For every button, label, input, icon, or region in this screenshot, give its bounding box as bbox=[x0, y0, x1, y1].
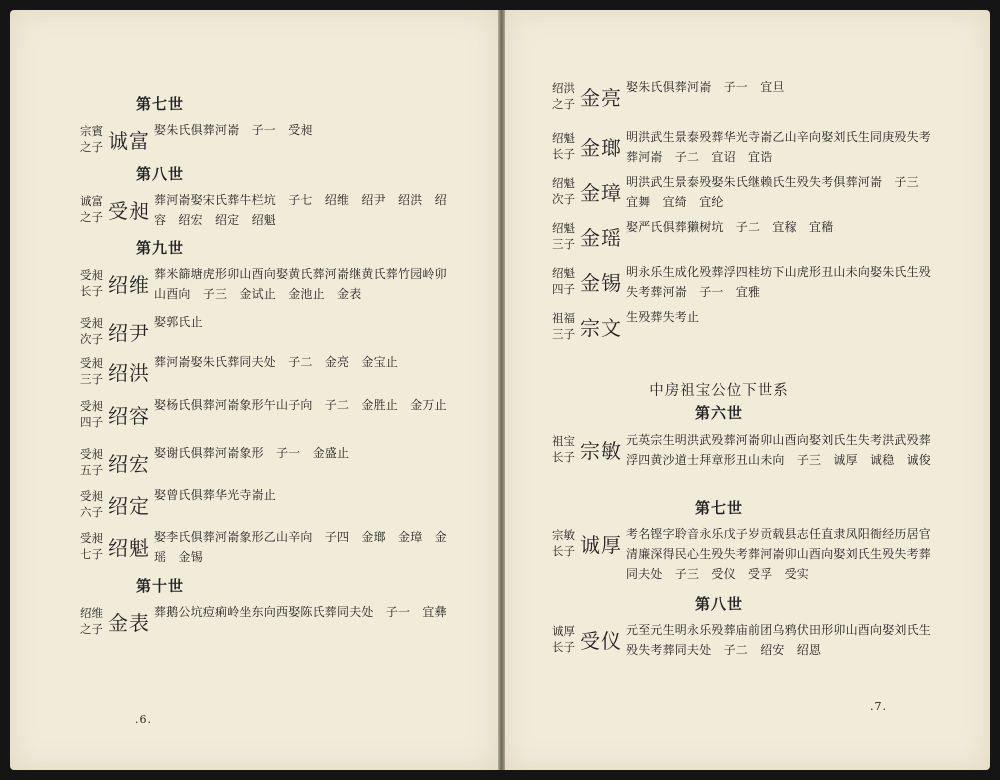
left-page bbox=[10, 10, 498, 770]
relation-parent: 绍魁 bbox=[552, 176, 575, 190]
relation-parent: 绍维 bbox=[80, 606, 103, 620]
relation-kind: 三子 bbox=[80, 372, 103, 386]
relation-parent: 绍魁 bbox=[552, 131, 575, 145]
generation-heading: 第八世 bbox=[694, 595, 744, 613]
relation-kind: 长子 bbox=[552, 640, 575, 654]
person-record: 娶朱氏俱葬河嵛 子一 受昶 bbox=[154, 123, 313, 137]
right-page bbox=[505, 10, 990, 770]
relation-parent: 祖福 bbox=[552, 311, 575, 325]
relation-kind: 五子 bbox=[80, 463, 103, 477]
relation-kind: 四子 bbox=[80, 415, 103, 429]
relation-parent: 绍洪 bbox=[552, 81, 575, 95]
relation-kind: 次子 bbox=[552, 192, 575, 206]
person-name: 金瑯 bbox=[580, 136, 622, 160]
person-record: 生殁葬失考止 bbox=[626, 310, 700, 324]
section-title: 中房祖宝公位下世系 bbox=[649, 383, 789, 399]
relation-kind: 长子 bbox=[552, 544, 575, 558]
relation-kind: 七子 bbox=[80, 547, 103, 561]
book-spine bbox=[498, 10, 505, 770]
person-record: 葬鹅公坑痘痢岭坐东向西娶陈氏葬同夫处 子一 宜彝 bbox=[154, 605, 447, 619]
relation-parent: 诚富 bbox=[80, 194, 103, 208]
relation-kind: 长子 bbox=[552, 147, 575, 161]
relation-parent: 受昶 bbox=[80, 316, 103, 330]
person-name: 绍容 bbox=[108, 404, 150, 428]
generation-heading: 第七世 bbox=[135, 95, 185, 113]
person-name: 绍宏 bbox=[108, 452, 150, 476]
generation-heading: 第六世 bbox=[694, 404, 744, 422]
person-record: 娶谢氏俱葬河嵛象形 子一 金盛止 bbox=[154, 446, 350, 460]
relation-kind: 之子 bbox=[80, 210, 103, 224]
relation-parent: 受昶 bbox=[80, 531, 103, 545]
person-record: 元英宗生明洪武殁葬河嵛卯山酉向娶刘氏生失考洪武殁葬浮四黄沙道士拜章形丑山未向 子三 诚厚 诚稳 诚俊 bbox=[626, 433, 932, 467]
relation-kind: 长子 bbox=[80, 284, 103, 298]
person-name: 绍定 bbox=[108, 494, 150, 518]
relation-parent: 诚厚 bbox=[552, 624, 575, 638]
person-record: 明永乐生成化殁葬浮四桂坊下山虎形丑山未向娶朱氏生殁失考葬河嵛 子一 宜雅 bbox=[626, 265, 932, 299]
relation-kind: 次子 bbox=[80, 332, 103, 346]
relation-parent: 受昶 bbox=[80, 356, 103, 370]
relation-kind: 长子 bbox=[552, 450, 575, 464]
generation-heading: 第九世 bbox=[135, 239, 185, 257]
person-record: 葬米篩塘虎形卯山酉向娶黄氏葬河嵛继黄氏葬竹园岭卯山酉向 子三 金试止 金池止 金表 bbox=[154, 267, 447, 301]
person-record: 娶郭氏止 bbox=[154, 315, 203, 329]
person-name: 绍洪 bbox=[108, 361, 150, 385]
person-record: 元至元生明永乐殁葬庙前团乌鸦伏田形卯山酉向娶刘氏生殁失考葬同夫处 子二 绍安 绍恩 bbox=[626, 623, 932, 657]
person-name: 宗敏 bbox=[580, 439, 622, 463]
relation-parent: 宗敏 bbox=[552, 528, 575, 542]
relation-kind: 之子 bbox=[80, 622, 103, 636]
relation-parent: 受昶 bbox=[80, 399, 103, 413]
person-record: 明洪武生景泰殁葬华光寺嵛乙山辛向娶刘氏生同庚殁失考葬河嵛 子二 宜诏 宜诰 bbox=[626, 130, 932, 164]
person-name: 金锡 bbox=[580, 271, 622, 295]
person-name: 金表 bbox=[108, 611, 150, 635]
generation-heading: 第十世 bbox=[135, 577, 185, 595]
person-name: 金瑶 bbox=[580, 226, 622, 250]
person-name: 诚厚 bbox=[580, 533, 622, 557]
relation-parent: 宗賓 bbox=[80, 124, 103, 138]
person-record: 娶曾氏俱葬华光寺嵛止 bbox=[154, 488, 277, 502]
page-number: .6. bbox=[135, 713, 152, 726]
relation-kind: 之子 bbox=[80, 140, 103, 154]
relation-parent: 受昶 bbox=[80, 268, 103, 282]
person-name: 金亮 bbox=[580, 86, 622, 110]
generation-heading: 第七世 bbox=[694, 499, 744, 517]
person-name: 诚富 bbox=[108, 129, 150, 153]
person-name: 绍维 bbox=[108, 273, 150, 297]
person-record: 葬河嵛娶宋氏葬牛栏坑 子七 绍维 绍尹 绍洪 绍容 绍宏 绍定 绍魁 bbox=[154, 193, 447, 227]
person-record: 娶杨氏俱葬河嵛象形午山子向 子二 金胜止 金万止 bbox=[154, 398, 447, 412]
person-name: 绍尹 bbox=[108, 321, 150, 345]
person-record: 考名铿字聆音永乐戊子岁贡载县志任直隶凤阳衙经历居官清廉深得民心生殁失考葬河嵛卯山酉向娶刘氏生殁失考葬同夫处 子三 受仪 受孚 受实 bbox=[626, 527, 932, 581]
relation-parent: 绍魁 bbox=[552, 221, 575, 235]
generation-heading: 第八世 bbox=[135, 165, 185, 183]
person-name: 绍魁 bbox=[108, 536, 150, 560]
relation-parent: 受昶 bbox=[80, 489, 103, 503]
person-record: 娶朱氏俱葬河嵛 子一 宜旦 bbox=[626, 80, 785, 94]
relation-parent: 绍魁 bbox=[552, 266, 575, 280]
relation-parent: 受昶 bbox=[80, 447, 103, 461]
person-record: 明洪武生景泰殁娶朱氏继赖氏生殁失考俱葬河嵛 子三 宜舞 宜绮 宜纶 bbox=[626, 175, 932, 209]
relation-parent: 祖宝 bbox=[552, 434, 575, 448]
relation-kind: 六子 bbox=[80, 505, 103, 519]
relation-kind: 三子 bbox=[552, 327, 575, 341]
relation-kind: 四子 bbox=[552, 282, 575, 296]
relation-kind: 之子 bbox=[552, 97, 575, 111]
person-name: 宗文 bbox=[580, 316, 622, 340]
person-name: 受仪 bbox=[580, 629, 622, 653]
page-number: .7. bbox=[870, 700, 887, 713]
person-record: 葬河嵛娶朱氏葬同夫处 子二 金亮 金宝止 bbox=[154, 355, 399, 369]
person-record: 娶严氏俱葬獭树坑 子二 宜稼 宜穑 bbox=[626, 220, 834, 234]
person-name: 金璋 bbox=[580, 181, 622, 205]
relation-kind: 三子 bbox=[552, 237, 575, 251]
person-name: 受昶 bbox=[108, 199, 150, 223]
person-record: 娶李氏俱葬河嵛象形乙山辛向 子四 金瑯 金璋 金瑶 金锡 bbox=[154, 530, 447, 564]
